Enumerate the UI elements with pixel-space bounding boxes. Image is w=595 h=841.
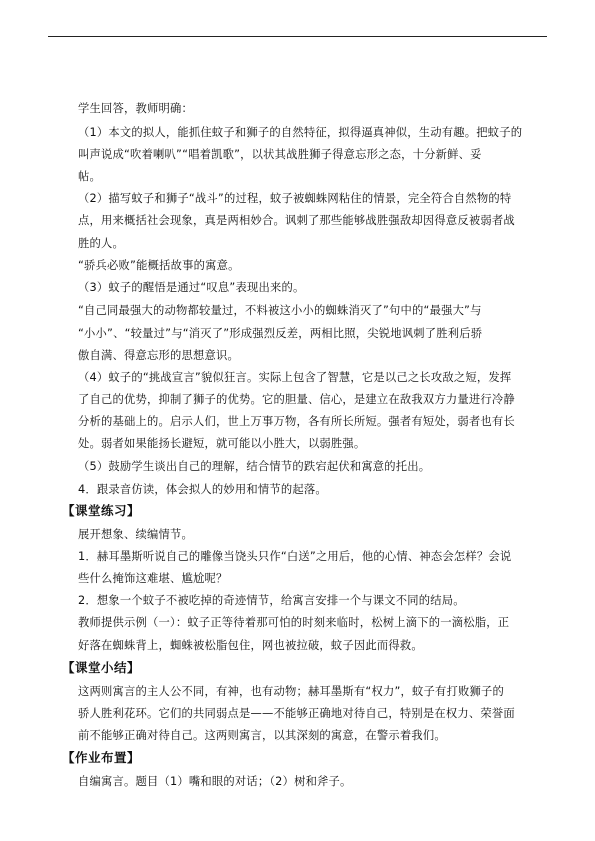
heading-homework: 【作业布置】 bbox=[62, 750, 141, 765]
paragraph-line: （1）本文的拟人，能抓住蚊子和狮子的自然特征，拟得逼真神似，生动有趣。把蚊子的 bbox=[78, 126, 523, 139]
paragraph-line: 自编寓言。题目（1）嘴和眼的对话；（2）树和斧子。 bbox=[78, 775, 352, 788]
paragraph-line: 前不能够正确对待自己。这两则寓言，以其深刻的寓意，在警示着我们。 bbox=[78, 729, 446, 742]
paragraph-line: （3）蚊子的醒悟是通过“叹息”表现出来的。 bbox=[78, 281, 305, 294]
paragraph-line: 分析的基础上的。启示人们，世上万事万物，各有所长所短。强者有短处，弱者也有长 bbox=[78, 415, 515, 428]
paragraph-line: 处。弱者如果能扬长避短，就可能以小胜大，以弱胜强。 bbox=[78, 437, 366, 450]
paragraph-line: “自己同最强大的动物都较量过，不料被这小小的蜘蛛消灭了”句中的“最强大”与 bbox=[78, 304, 482, 317]
paragraph-line: （5）鼓励学生谈出自己的理解，结合情节的跌宕起伏和寓意的托出。 bbox=[78, 460, 431, 473]
paragraph-line: 帖。 bbox=[78, 170, 101, 183]
paragraph-line: “骄兵必败”能概括故事的寓意。 bbox=[78, 259, 240, 272]
paragraph-line: “小小”、“较量过”与“消灭了”形成强烈反差，两相比照，尖锐地讽刺了胜利后骄 bbox=[78, 327, 483, 340]
paragraph-line: 这两则寓言的主人公不同，有神，也有动物；赫耳墨斯有“权力”，蚊子有打败狮子的 bbox=[78, 685, 504, 698]
paragraph-line: 了自己的优势，抑制了狮子的优势。它的胆量、信心，是建立在敌我双方力量进行冷静 bbox=[78, 393, 515, 406]
paragraph-line: 好落在蜘蛛背上，蜘蛛被松脂包住，网也被拉破，蚊子因此而得救。 bbox=[78, 639, 423, 652]
heading-class-practice: 【课堂练习】 bbox=[62, 503, 141, 518]
paragraph-line: （2）描写蚊子和狮子“战斗”的过程，蚊子被蜘蛛网粘住的情景，完全符合自然物的特 bbox=[78, 192, 512, 205]
paragraph-line: （4）蚊子的“挑战宣言”貌似狂言。实际上包含了智慧，它是以己之长攻敌之短，发挥 bbox=[78, 371, 512, 384]
paragraph-line: 教师提供示例（一）：蚊子正等待着那可怕的时刻来临时，松树上滴下的一滴松脂，正 bbox=[78, 616, 510, 629]
paragraph-line: 4．跟录音仿读，体会拟人的妙用和情节的起落。 bbox=[78, 483, 327, 496]
paragraph-line: 学生回答，教师明确： bbox=[78, 102, 193, 115]
paragraph-line: 骄人胜利花环。它们的共同弱点是——不能够正确地对待自己，特别是在权力、荣誉面 bbox=[78, 707, 515, 720]
header-rule bbox=[48, 36, 547, 37]
paragraph-line: 展开想象、续编情节。 bbox=[78, 528, 193, 541]
heading-class-summary: 【课堂小结】 bbox=[62, 660, 141, 675]
paragraph-line: 2．想象一个蚊子不被吃掉的奇迹情节，给寓言安排一个与课文不同的结局。 bbox=[78, 594, 465, 607]
paragraph-line: 叫声说成“吹着喇叭”“唱着凯歌”，以状其战胜狮子得意忘形之态，十分新鲜、妥 bbox=[78, 148, 482, 161]
paragraph-line: 傲自满、得意忘形的思想意识。 bbox=[78, 349, 239, 362]
paragraph-line: 胜的人。 bbox=[78, 237, 124, 250]
paragraph-line: 些什么掩饰这难堪、尴尬呢？ bbox=[78, 572, 228, 585]
paragraph-line: 点，用来概括社会现象，真是两相妙合。讽刺了那些能够战胜强敌却因得意反被弱者战 bbox=[78, 214, 515, 227]
paragraph-line: 1．赫耳墨斯听说自己的雕像当饶头只作“白送”之用后，他的心情、神态会怎样？会说 bbox=[78, 550, 512, 563]
